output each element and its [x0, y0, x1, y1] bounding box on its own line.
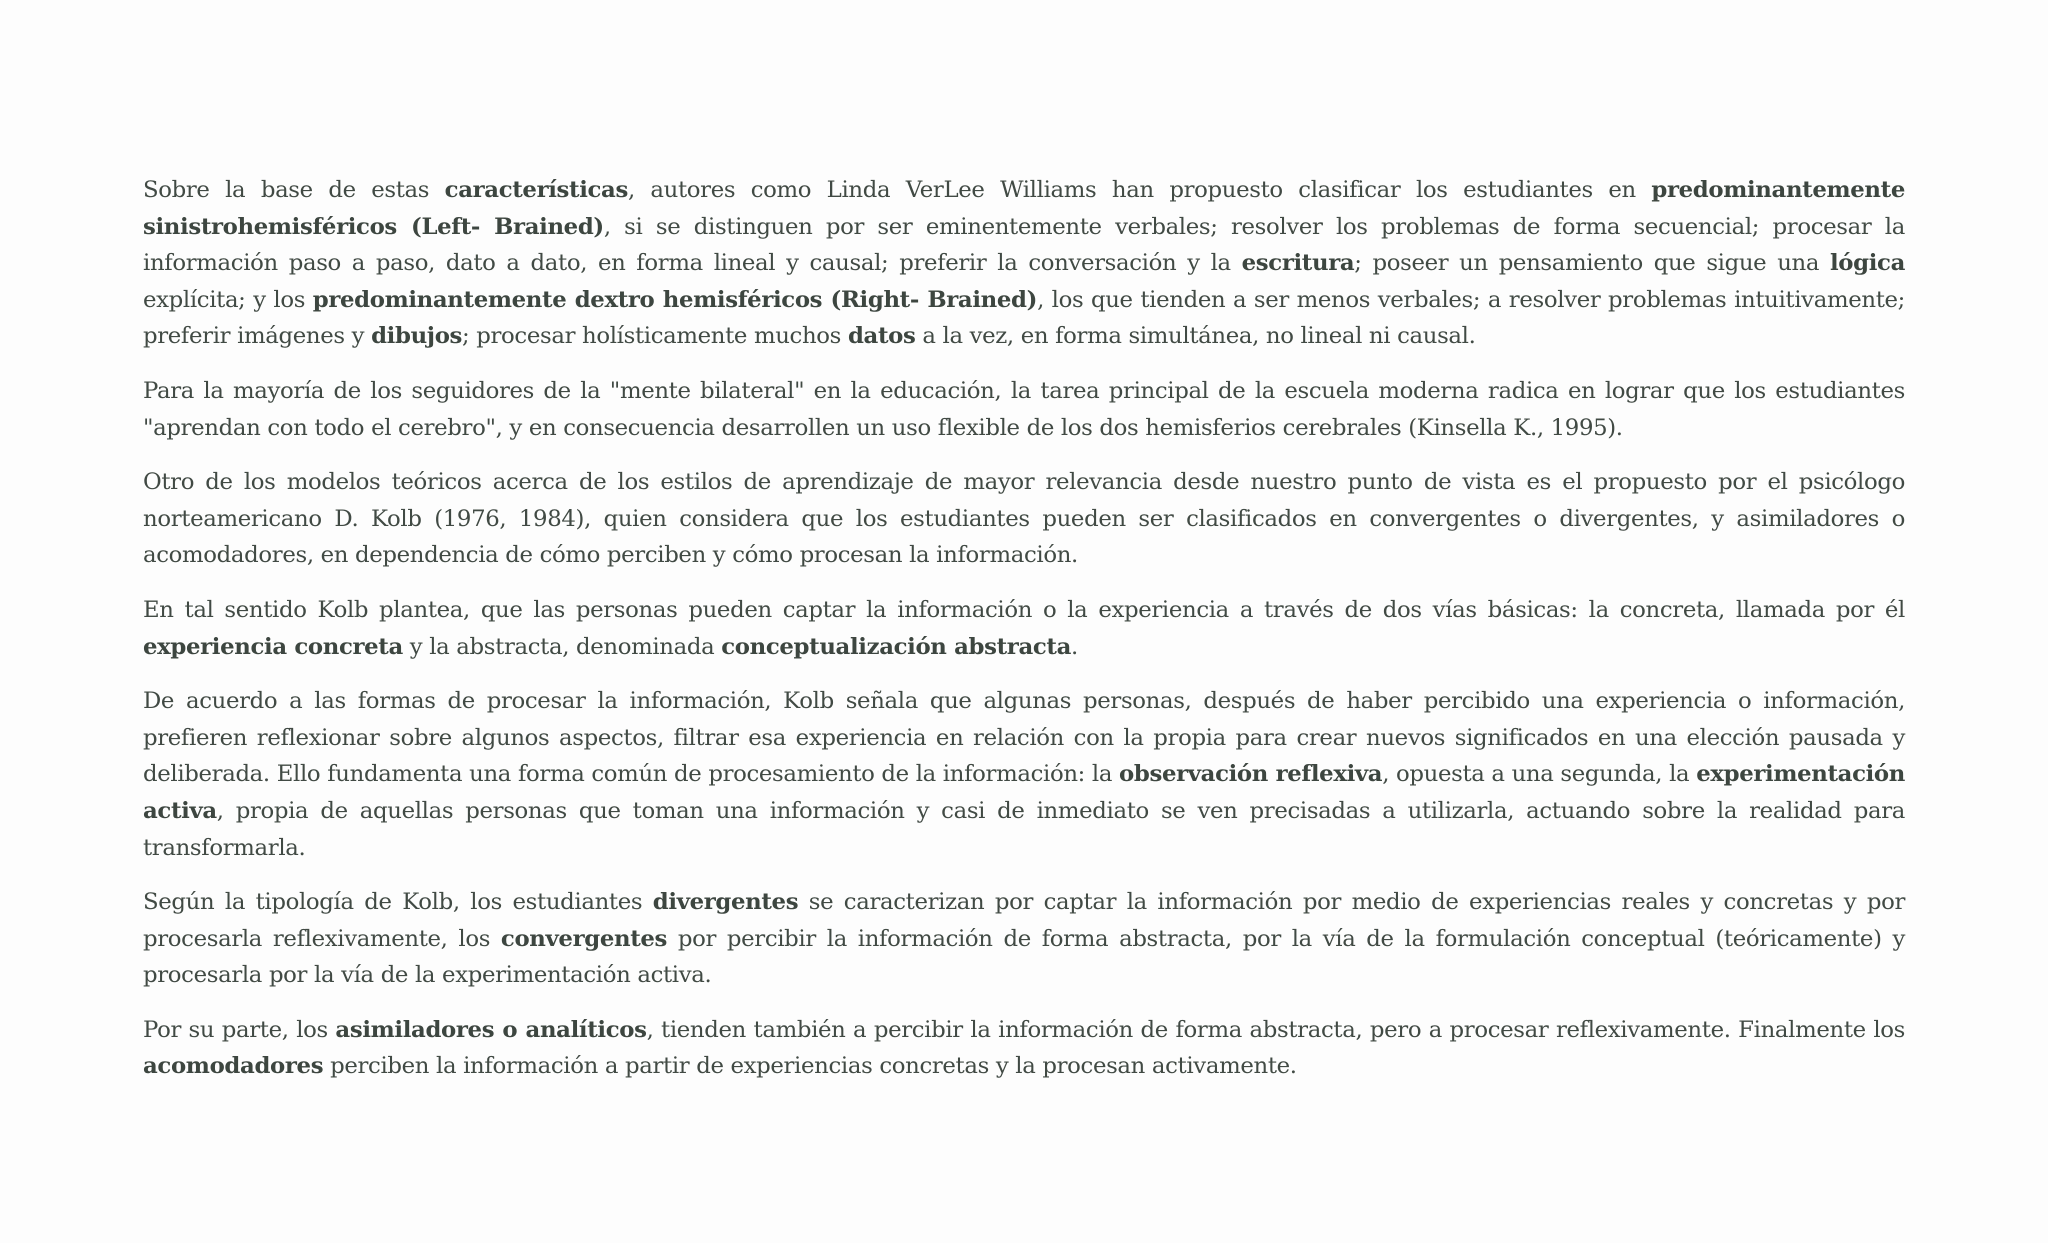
text-run: Según la tipología de Kolb, los estudiantes: [143, 889, 653, 916]
paragraph-4: [143, 592, 1905, 665]
paragraph-7: [143, 1012, 1905, 1085]
text-run: , propia de aquellas personas que toman una información y casi de inmediato se ven precisadas a utilizarla, actuando sobre la realidad para transformarla.: [143, 797, 1905, 861]
bold-term: observación reflexiva: [1119, 761, 1383, 788]
bold-term: conceptualización abstracta: [721, 633, 1072, 660]
text-run: y la abstracta, denominada: [402, 633, 722, 660]
bold-term: experimentación activa: [143, 761, 1905, 824]
text-run: De acuerdo a las formas de procesar la información, Kolb señala que algunas personas, después de haber percibido una experiencia o información, prefieren reflexionar sobre algunos aspectos, filtrar esa experiencia en relación con la propia para crear nuevos significados en una elección pausada y deliberada. Ello fundamenta una forma común de procesamiento de la información: la: [143, 688, 1905, 788]
text-run: En tal sentido Kolb plantea, que las personas pueden captar la información o la experiencia a través de dos vías básicas: la concreta, llamada por él: [143, 596, 1905, 623]
text-run: se caracterizan por captar la información por medio de experiencias reales y concretas y por procesarla reflexivamente, los: [143, 889, 1905, 952]
bold-term: datos: [847, 323, 916, 350]
paragraph-5: [143, 683, 1905, 866]
text-run: Otro de los modelos teóricos acerca de los estilos de aprendizaje de mayor relevancia desde nuestro punto de vista es el propuesto por el psicólogo norteamericano D. Kolb (1976, 1984), quien considera que los estudiantes pueden ser clasificados en convergentes o divergentes, y asimiladores o acomodadores, en dependencia de cómo perciben y cómo procesan la información.: [143, 469, 1905, 569]
text-run: , tienden también a percibir la información de forma abstracta, pero a procesar reflexivamente. Finalmente los: [646, 1016, 1905, 1043]
text-run: , opuesta a una segunda, la: [1382, 761, 1697, 788]
bold-term: predominantemente sinistrohemisféricos (Left- Brained): [143, 177, 1905, 240]
paragraph-1: [143, 172, 1905, 355]
text-run: ; procesar holísticamente muchos: [462, 323, 848, 350]
text-run: , si se distinguen por ser eminentemente verbales; resolver los problemas de forma secuencial; procesar la información paso a paso, dato a dato, en forma lineal y causal; preferir la conversación y la: [143, 213, 1905, 277]
text-run: , autores como Linda VerLee Williams han propuesto clasificar los estudiantes en: [627, 177, 1652, 203]
bold-term: acomodadores: [143, 1053, 324, 1080]
document-body: [143, 172, 1905, 1103]
text-run: Sobre la base de estas: [143, 177, 445, 203]
text-run: ; poseer un pensamiento que sigue una: [1354, 250, 1830, 277]
bold-term: características: [444, 177, 628, 203]
bold-term: asimiladores o analíticos: [335, 1016, 647, 1043]
bold-term: experiencia concreta: [143, 633, 403, 660]
paragraph-2: [143, 373, 1905, 446]
bold-term: lógica: [1829, 250, 1905, 277]
bold-term: escritura: [1241, 250, 1355, 277]
text-run: Para la mayoría de los seguidores de la "mente bilateral" en la educación, la tarea principal de la escuela moderna radica en lograr que los estudiantes "aprendan con todo el cerebro", y en consecuencia desarrollen un uso flexible de los dos hemisferios cerebrales (Kinsella K., 1995).: [143, 377, 1905, 441]
text-run: por percibir la información de forma abstracta, por la vía de la formulación conceptual (teóricamente) y procesarla por la vía de la experimentación activa.: [143, 925, 1905, 989]
text-run: a la vez, en forma simultánea, no lineal ni causal.: [915, 323, 1476, 350]
bold-term: predominantemente dextro hemisféricos (Right- Brained): [312, 286, 1038, 313]
text-run: , los que tienden a ser menos verbales; a resolver problemas intuitivamente; preferir imágenes y: [143, 286, 1905, 350]
text-run: Por su parte, los: [143, 1016, 336, 1043]
paragraph-6: [143, 884, 1905, 994]
text-run: .: [1071, 633, 1078, 660]
bold-term: dibujos: [371, 323, 463, 350]
text-run: perciben la información a partir de experiencias concretas y la procesan activamente.: [323, 1053, 1297, 1080]
bold-term: convergentes: [500, 925, 668, 952]
text-run: explícita; y los: [143, 286, 313, 313]
paragraph-3: [143, 464, 1905, 574]
bold-term: divergentes: [652, 889, 799, 916]
